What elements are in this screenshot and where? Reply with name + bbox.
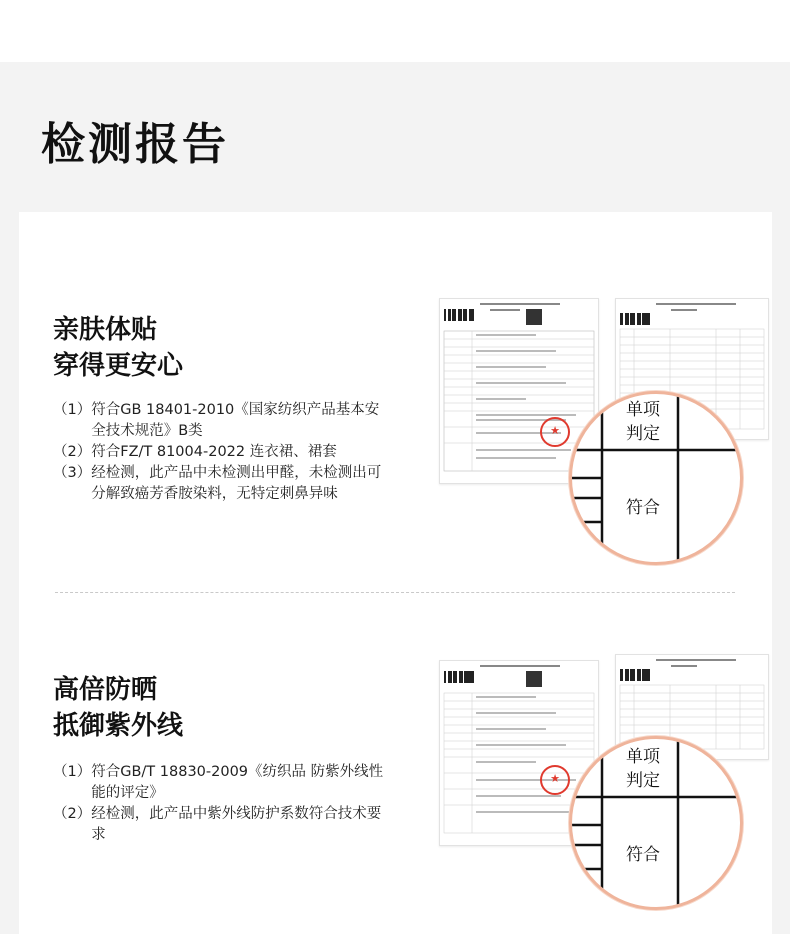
item-text: 符合GB 18401-2010《国家纺织产品基本安全技术规范》B类 <box>91 402 380 439</box>
standards-list <box>53 400 393 505</box>
item-number: （2） <box>53 806 92 822</box>
list-item <box>53 804 393 846</box>
item-text: 符合GB/T 18830-2009《纺织品 防紫外线性能的评定》 <box>91 764 384 801</box>
zoom-label-top <box>626 745 660 793</box>
top-strip <box>0 0 790 62</box>
list-item <box>53 400 393 442</box>
report-images <box>439 298 769 558</box>
heading-line: 高倍防晒 <box>53 675 158 705</box>
section-divider <box>55 592 735 593</box>
item-number: （1） <box>53 402 92 418</box>
zoom-label-line: 单项 <box>626 747 660 767</box>
report-card <box>19 212 772 934</box>
section-heading <box>53 312 183 384</box>
zoomed-result-circle <box>569 391 743 565</box>
zoomed-result-circle <box>569 736 743 910</box>
zoom-label-bottom: 符合 <box>626 845 660 865</box>
zoom-label-line: 单项 <box>626 400 660 420</box>
heading-line: 穿得更安心 <box>53 351 184 381</box>
list-item <box>53 463 393 505</box>
list-item <box>53 762 393 804</box>
heading-line: 亲肤体贴 <box>53 315 158 345</box>
zoom-label-top <box>626 398 660 446</box>
heading-line: 抵御紫外线 <box>53 711 184 741</box>
item-text: 经检测，此产品中紫外线防护系数符合技术要求 <box>91 806 382 843</box>
item-number: （3） <box>53 465 92 481</box>
section-heading <box>53 672 183 744</box>
item-number: （1） <box>53 764 92 780</box>
report-images <box>439 654 769 914</box>
standards-list <box>53 762 393 846</box>
item-number: （2） <box>53 444 92 460</box>
zoom-label-line: 判定 <box>626 424 660 444</box>
page-title: 检测报告 <box>41 119 229 170</box>
zoom-label-line: 判定 <box>626 771 660 791</box>
zoom-label-bottom: 符合 <box>626 498 660 518</box>
item-text: 符合FZ/T 81004-2022 连衣裙、裙套 <box>91 444 337 460</box>
red-stamp-icon: ★ <box>540 417 570 447</box>
red-stamp-icon: ★ <box>540 765 570 795</box>
list-item <box>53 442 393 463</box>
item-text: 经检测，此产品中未检测出甲醛，未检测出可分解致癌芳香胺染料，无特定刺鼻异味 <box>91 465 382 502</box>
